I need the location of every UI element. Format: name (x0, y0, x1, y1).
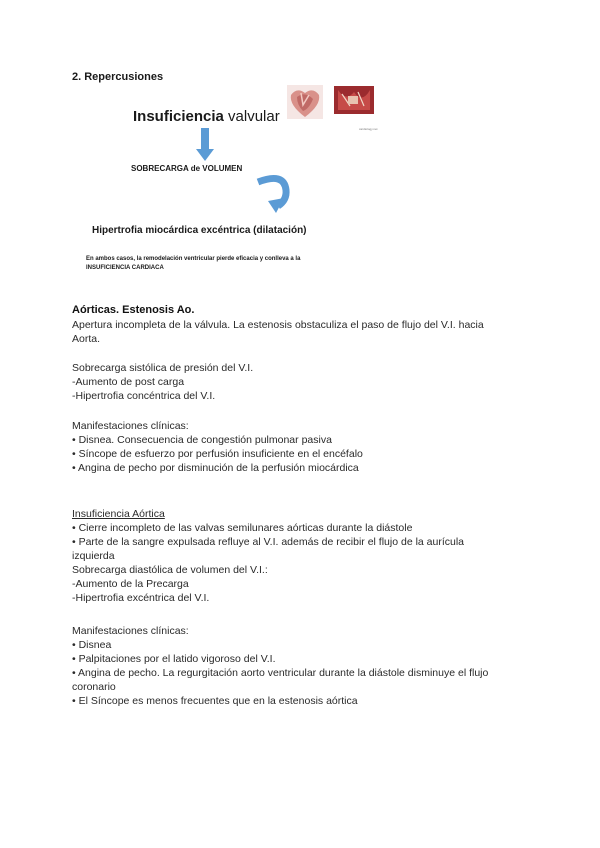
aorticas-manif-item: • Disnea. Consecuencia de congestión pulmonar pasiva (72, 434, 332, 446)
hipertrofia-label: Hipertrofia miocárdica excéntrica (dilatación) (92, 225, 307, 236)
heart-illustration-1 (287, 85, 323, 119)
insuficiencia-manif-item: • El Síncope es menos frecuentes que en la estenosis aórtica (72, 695, 358, 707)
aorticas-manifestaciones (72, 419, 363, 475)
aorticas-desc-line1: Apertura incompleta de la válvula. La estenosis obstaculiza el paso de flujo del V.I. hacia (72, 319, 484, 331)
arrow-down-icon (196, 128, 214, 162)
slide-title-bold: Insuficiencia (133, 108, 224, 125)
slide-note-line1: En ambos casos, la remodelación ventricular pierde eficacia y conlleva a la (86, 256, 301, 262)
insuficiencia-item: Sobrecarga diastólica de volumen del V.I.: (72, 564, 268, 576)
insuficiencia-manif-title: Manifestaciones clínicas: (72, 625, 189, 637)
heart-illustration-2 (334, 86, 374, 114)
aorticas-sobrecarga: Sobrecarga sistólica de presión del V.I. (72, 362, 254, 374)
insuficiencia-item: izquierda (72, 550, 115, 562)
image-caption: cardiology.net (359, 127, 378, 131)
insuficiencia-item: -Hipertrofia excéntrica del V.I. (72, 592, 210, 604)
aorticas-desc-line2: Aorta. (72, 333, 101, 345)
aorticas-manif-title: Manifestaciones clínicas: (72, 420, 189, 432)
curved-arrow-icon (256, 172, 296, 214)
sobrecarga-volumen-label: SOBRECARGA de VOLUMEN (131, 164, 243, 173)
insuficiencia-manifestaciones (72, 624, 488, 708)
insuficiencia-manif-item: • Angina de pecho. La regurgitación aorto ventricular durante la diástole disminuye el flujo (72, 667, 489, 679)
insuficiencia-manif-item: • Disnea (72, 639, 112, 651)
aorticas-sobrecarga-block (72, 361, 253, 403)
slide-note (86, 255, 300, 273)
aorticas-effect: -Aumento de post carga (72, 376, 185, 388)
slide-note-line2: INSUFICIENCIA CARDIACA (86, 265, 164, 271)
aorticas-effect: -Hipertrofia concéntrica del V.I. (72, 390, 216, 402)
insuficiencia-item: • Parte de la sangre expulsada refluye al V.I. además de recibir el flujo de la aurícula (72, 536, 465, 548)
insuficiencia-block (72, 507, 464, 605)
insuficiencia-item: -Aumento de la Precarga (72, 578, 189, 590)
section-title: 2. Repercusiones (72, 71, 164, 83)
aorticas-manif-item: • Síncope de esfuerzo por perfusión insuficiente en el encéfalo (72, 448, 363, 460)
slide-title-rest: valvular (223, 108, 280, 125)
insuficiencia-item: • Cierre incompleto de las valvas semilunares aórticas durante la diástole (72, 522, 413, 534)
slide-title (133, 108, 280, 125)
insuficiencia-manif-item: • Palpitaciones por el latido vigoroso del V.I. (72, 653, 276, 665)
insuficiencia-heading: Insuficiencia Aórtica (72, 508, 165, 520)
aorticas-manif-item: • Angina de pecho por disminución de la perfusión miocárdica (72, 462, 359, 474)
aorticas-heading: Aórticas. Estenosis Ao. (72, 304, 195, 316)
insuficiencia-manif-item: coronario (72, 681, 116, 693)
aorticas-description (72, 318, 484, 346)
